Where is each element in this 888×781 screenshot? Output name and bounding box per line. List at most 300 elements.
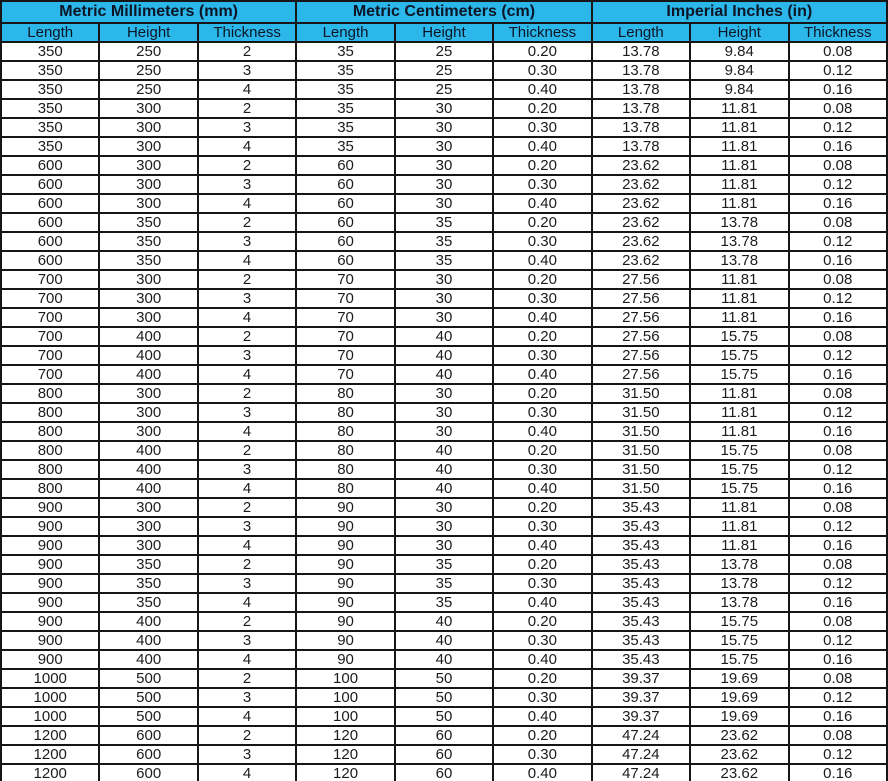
cell: 15.75 (690, 441, 788, 460)
cell: 11.81 (690, 137, 788, 156)
cell: 400 (99, 441, 197, 460)
cell: 35 (296, 80, 394, 99)
cell: 300 (99, 270, 197, 289)
cell: 35 (395, 251, 493, 270)
cell: 400 (99, 327, 197, 346)
table-row (1, 403, 887, 422)
cell: 0.40 (493, 308, 591, 327)
cell: 11.81 (690, 403, 788, 422)
cell: 27.56 (592, 327, 690, 346)
cell: 30 (395, 270, 493, 289)
cell: 100 (296, 669, 394, 688)
cell: 300 (99, 156, 197, 175)
cell: 600 (1, 232, 99, 251)
cell: 2 (198, 612, 296, 631)
cell: 90 (296, 612, 394, 631)
cell: 2 (198, 42, 296, 61)
cell: 90 (296, 631, 394, 650)
cell: 300 (99, 194, 197, 213)
cell: 30 (395, 536, 493, 555)
cell: 350 (99, 593, 197, 612)
cell: 300 (99, 498, 197, 517)
cell: 700 (1, 270, 99, 289)
cell: 35 (395, 574, 493, 593)
cell: 0.20 (493, 669, 591, 688)
table-row (1, 460, 887, 479)
cell: 0.30 (493, 175, 591, 194)
cell: 0.16 (789, 365, 888, 384)
table-row (1, 764, 887, 781)
cell: 13.78 (690, 251, 788, 270)
cell: 47.24 (592, 745, 690, 764)
table-row (1, 688, 887, 707)
cell: 0.30 (493, 403, 591, 422)
cell: 300 (99, 99, 197, 118)
cell: 35 (395, 213, 493, 232)
cell: 2 (198, 726, 296, 745)
cell: 0.08 (789, 555, 888, 574)
cell: 0.30 (493, 574, 591, 593)
table-row (1, 61, 887, 80)
cell: 35 (296, 137, 394, 156)
cell: 0.16 (789, 536, 888, 555)
table-row (1, 669, 887, 688)
cell: 350 (99, 213, 197, 232)
cell: 80 (296, 384, 394, 403)
cell: 900 (1, 631, 99, 650)
cell: 0.08 (789, 612, 888, 631)
cell: 0.20 (493, 156, 591, 175)
cell: 35 (296, 118, 394, 137)
cell: 0.40 (493, 137, 591, 156)
cell: 30 (395, 137, 493, 156)
cell: 1000 (1, 688, 99, 707)
cell: 0.30 (493, 688, 591, 707)
cell: 900 (1, 498, 99, 517)
cell: 27.56 (592, 289, 690, 308)
cell: 0.12 (789, 403, 888, 422)
cell: 23.62 (690, 726, 788, 745)
cell: 2 (198, 498, 296, 517)
cell: 3 (198, 346, 296, 365)
cell: 400 (99, 612, 197, 631)
cell: 11.81 (690, 422, 788, 441)
cell: 0.08 (789, 327, 888, 346)
cell: 0.16 (789, 650, 888, 669)
cell: 600 (1, 194, 99, 213)
cell: 19.69 (690, 707, 788, 726)
cell: 13.78 (690, 232, 788, 251)
cell: 2 (198, 384, 296, 403)
cell: 35.43 (592, 593, 690, 612)
cell: 40 (395, 441, 493, 460)
cell: 70 (296, 327, 394, 346)
cell: 25 (395, 61, 493, 80)
table-row (1, 156, 887, 175)
cell: 350 (1, 99, 99, 118)
cell: 80 (296, 460, 394, 479)
cell: 40 (395, 479, 493, 498)
cell: 0.20 (493, 555, 591, 574)
table-row (1, 498, 887, 517)
cell: 9.84 (690, 80, 788, 99)
cell: 15.75 (690, 631, 788, 650)
cell: 13.78 (592, 80, 690, 99)
cell: 31.50 (592, 479, 690, 498)
cell: 30 (395, 118, 493, 137)
cell: 350 (1, 118, 99, 137)
cell: 4 (198, 593, 296, 612)
cell: 15.75 (690, 460, 788, 479)
cell: 0.30 (493, 61, 591, 80)
cell: 40 (395, 327, 493, 346)
cell: 30 (395, 422, 493, 441)
cell: 600 (99, 745, 197, 764)
cell: 80 (296, 403, 394, 422)
cell: 0.08 (789, 213, 888, 232)
cell: 350 (99, 574, 197, 593)
cell: 30 (395, 498, 493, 517)
table-row (1, 631, 887, 650)
cell: 700 (1, 365, 99, 384)
table-row (1, 650, 887, 669)
cell: 600 (1, 175, 99, 194)
cell: 50 (395, 707, 493, 726)
cell: 27.56 (592, 365, 690, 384)
cell: 2 (198, 270, 296, 289)
cell: 900 (1, 536, 99, 555)
cell: 3 (198, 745, 296, 764)
cell: 0.20 (493, 384, 591, 403)
cell: 23.62 (592, 156, 690, 175)
cell: 23.62 (690, 745, 788, 764)
cell: 3 (198, 403, 296, 422)
cell: 4 (198, 251, 296, 270)
cell: 3 (198, 688, 296, 707)
cell: 11.81 (690, 270, 788, 289)
group-header-row (1, 1, 887, 23)
table-row (1, 289, 887, 308)
cell: 350 (99, 251, 197, 270)
cell: 350 (1, 42, 99, 61)
cell: 400 (99, 346, 197, 365)
cell: 100 (296, 707, 394, 726)
cell: 11.81 (690, 194, 788, 213)
column-header-thickness: Thickness (789, 23, 888, 42)
cell: 400 (99, 650, 197, 669)
cell: 300 (99, 289, 197, 308)
cell: 4 (198, 479, 296, 498)
cell: 60 (296, 213, 394, 232)
cell: 4 (198, 194, 296, 213)
cell: 47.24 (592, 764, 690, 781)
table-row (1, 745, 887, 764)
cell: 800 (1, 384, 99, 403)
cell: 3 (198, 517, 296, 536)
cell: 0.12 (789, 460, 888, 479)
column-header-length: Length (592, 23, 690, 42)
cell: 0.20 (493, 441, 591, 460)
cell: 23.62 (592, 251, 690, 270)
cell: 0.40 (493, 365, 591, 384)
cell: 11.81 (690, 498, 788, 517)
cell: 30 (395, 403, 493, 422)
cell: 0.16 (789, 80, 888, 99)
cell: 0.16 (789, 707, 888, 726)
cell: 35.43 (592, 555, 690, 574)
cell: 0.30 (493, 517, 591, 536)
cell: 0.40 (493, 251, 591, 270)
cell: 0.12 (789, 175, 888, 194)
cell: 900 (1, 555, 99, 574)
column-header-thickness: Thickness (198, 23, 296, 42)
cell: 80 (296, 422, 394, 441)
table-row (1, 555, 887, 574)
cell: 60 (296, 194, 394, 213)
cell: 0.16 (789, 593, 888, 612)
table-row (1, 99, 887, 118)
cell: 60 (296, 156, 394, 175)
cell: 0.16 (789, 764, 888, 781)
cell: 0.12 (789, 688, 888, 707)
cell: 600 (99, 726, 197, 745)
table-row (1, 479, 887, 498)
cell: 300 (99, 175, 197, 194)
table-row (1, 517, 887, 536)
cell: 40 (395, 650, 493, 669)
cell: 0.40 (493, 650, 591, 669)
cell: 31.50 (592, 460, 690, 479)
cell: 25 (395, 80, 493, 99)
cell: 15.75 (690, 346, 788, 365)
cell: 60 (395, 745, 493, 764)
cell: 350 (99, 555, 197, 574)
table-row (1, 422, 887, 441)
cell: 900 (1, 612, 99, 631)
cell: 0.12 (789, 574, 888, 593)
cell: 0.08 (789, 441, 888, 460)
column-header-height: Height (395, 23, 493, 42)
cell: 27.56 (592, 346, 690, 365)
cell: 3 (198, 631, 296, 650)
cell: 0.16 (789, 251, 888, 270)
cell: 11.81 (690, 118, 788, 137)
table-row (1, 194, 887, 213)
cell: 300 (99, 517, 197, 536)
cell: 35.43 (592, 517, 690, 536)
column-header-length: Length (296, 23, 394, 42)
cell: 900 (1, 517, 99, 536)
cell: 0.30 (493, 745, 591, 764)
cell: 120 (296, 745, 394, 764)
table-row (1, 118, 887, 137)
cell: 0.40 (493, 764, 591, 781)
cell: 1200 (1, 726, 99, 745)
cell: 90 (296, 536, 394, 555)
cell: 0.12 (789, 517, 888, 536)
cell: 4 (198, 536, 296, 555)
cell: 60 (296, 175, 394, 194)
cell: 0.20 (493, 726, 591, 745)
cell: 1000 (1, 707, 99, 726)
cell: 400 (99, 479, 197, 498)
cell: 120 (296, 726, 394, 745)
cell: 60 (296, 251, 394, 270)
cell: 3 (198, 61, 296, 80)
cell: 900 (1, 574, 99, 593)
cell: 0.20 (493, 99, 591, 118)
cell: 0.12 (789, 232, 888, 251)
cell: 500 (99, 669, 197, 688)
cell: 2 (198, 327, 296, 346)
cell: 700 (1, 346, 99, 365)
cell: 300 (99, 308, 197, 327)
cell: 3 (198, 175, 296, 194)
cell: 2 (198, 213, 296, 232)
table-row (1, 707, 887, 726)
cell: 0.40 (493, 593, 591, 612)
cell: 300 (99, 384, 197, 403)
cell: 250 (99, 42, 197, 61)
cell: 11.81 (690, 156, 788, 175)
cell: 100 (296, 688, 394, 707)
cell: 11.81 (690, 175, 788, 194)
cell: 2 (198, 669, 296, 688)
cell: 3 (198, 289, 296, 308)
cell: 35.43 (592, 650, 690, 669)
cell: 0.30 (493, 631, 591, 650)
cell: 120 (296, 764, 394, 781)
cell: 13.78 (690, 213, 788, 232)
cell: 0.08 (789, 270, 888, 289)
cell: 90 (296, 593, 394, 612)
cell: 30 (395, 384, 493, 403)
cell: 70 (296, 289, 394, 308)
cell: 0.08 (789, 669, 888, 688)
cell: 30 (395, 175, 493, 194)
cell: 90 (296, 650, 394, 669)
cell: 11.81 (690, 384, 788, 403)
cell: 13.78 (690, 555, 788, 574)
cell: 13.78 (592, 137, 690, 156)
cell: 400 (99, 365, 197, 384)
cell: 4 (198, 137, 296, 156)
cell: 3 (198, 574, 296, 593)
cell: 0.12 (789, 118, 888, 137)
cell: 350 (1, 137, 99, 156)
cell: 31.50 (592, 384, 690, 403)
table-row (1, 612, 887, 631)
cell: 50 (395, 688, 493, 707)
cell: 15.75 (690, 650, 788, 669)
cell: 35.43 (592, 498, 690, 517)
cell: 11.81 (690, 536, 788, 555)
cell: 40 (395, 631, 493, 650)
cell: 0.12 (789, 61, 888, 80)
cell: 600 (1, 213, 99, 232)
cell: 700 (1, 289, 99, 308)
table-row (1, 137, 887, 156)
cell: 0.12 (789, 346, 888, 365)
cell: 4 (198, 365, 296, 384)
cell: 13.78 (690, 593, 788, 612)
cell: 0.30 (493, 118, 591, 137)
cell: 60 (395, 764, 493, 781)
cell: 4 (198, 422, 296, 441)
cell: 70 (296, 270, 394, 289)
cell: 300 (99, 422, 197, 441)
cell: 35 (395, 593, 493, 612)
cell: 31.50 (592, 441, 690, 460)
cell: 3 (198, 460, 296, 479)
cell: 47.24 (592, 726, 690, 745)
column-header-height: Height (99, 23, 197, 42)
cell: 90 (296, 555, 394, 574)
cell: 70 (296, 365, 394, 384)
cell: 80 (296, 479, 394, 498)
cell: 800 (1, 441, 99, 460)
cell: 23.62 (592, 213, 690, 232)
cell: 0.40 (493, 479, 591, 498)
cell: 60 (296, 232, 394, 251)
cell: 0.16 (789, 308, 888, 327)
cell: 250 (99, 80, 197, 99)
cell: 0.12 (789, 631, 888, 650)
cell: 0.16 (789, 479, 888, 498)
cell: 23.62 (592, 194, 690, 213)
cell: 300 (99, 536, 197, 555)
cell: 40 (395, 460, 493, 479)
cell: 90 (296, 517, 394, 536)
cell: 3 (198, 232, 296, 251)
cell: 2 (198, 156, 296, 175)
table-row (1, 42, 887, 61)
cell: 39.37 (592, 707, 690, 726)
cell: 800 (1, 460, 99, 479)
cell: 13.78 (592, 61, 690, 80)
cell: 800 (1, 422, 99, 441)
cell: 70 (296, 308, 394, 327)
cell: 0.16 (789, 194, 888, 213)
cell: 9.84 (690, 42, 788, 61)
cell: 900 (1, 650, 99, 669)
cell: 0.30 (493, 232, 591, 251)
cell: 13.78 (592, 42, 690, 61)
cell: 2 (198, 441, 296, 460)
cell: 2 (198, 99, 296, 118)
cell: 30 (395, 99, 493, 118)
cell: 0.20 (493, 612, 591, 631)
cell: 500 (99, 707, 197, 726)
cell: 300 (99, 137, 197, 156)
cell: 0.40 (493, 536, 591, 555)
cell: 31.50 (592, 403, 690, 422)
cell: 900 (1, 593, 99, 612)
cell: 400 (99, 460, 197, 479)
cell: 0.30 (493, 289, 591, 308)
cell: 13.78 (592, 118, 690, 137)
cell: 15.75 (690, 327, 788, 346)
cell: 2 (198, 555, 296, 574)
cell: 4 (198, 308, 296, 327)
table-row (1, 251, 887, 270)
cell: 1200 (1, 764, 99, 781)
group-header-imperial-in: Imperial Inches (in) (592, 1, 887, 23)
cell: 19.69 (690, 669, 788, 688)
table-row (1, 346, 887, 365)
cell: 0.08 (789, 498, 888, 517)
table-row (1, 232, 887, 251)
